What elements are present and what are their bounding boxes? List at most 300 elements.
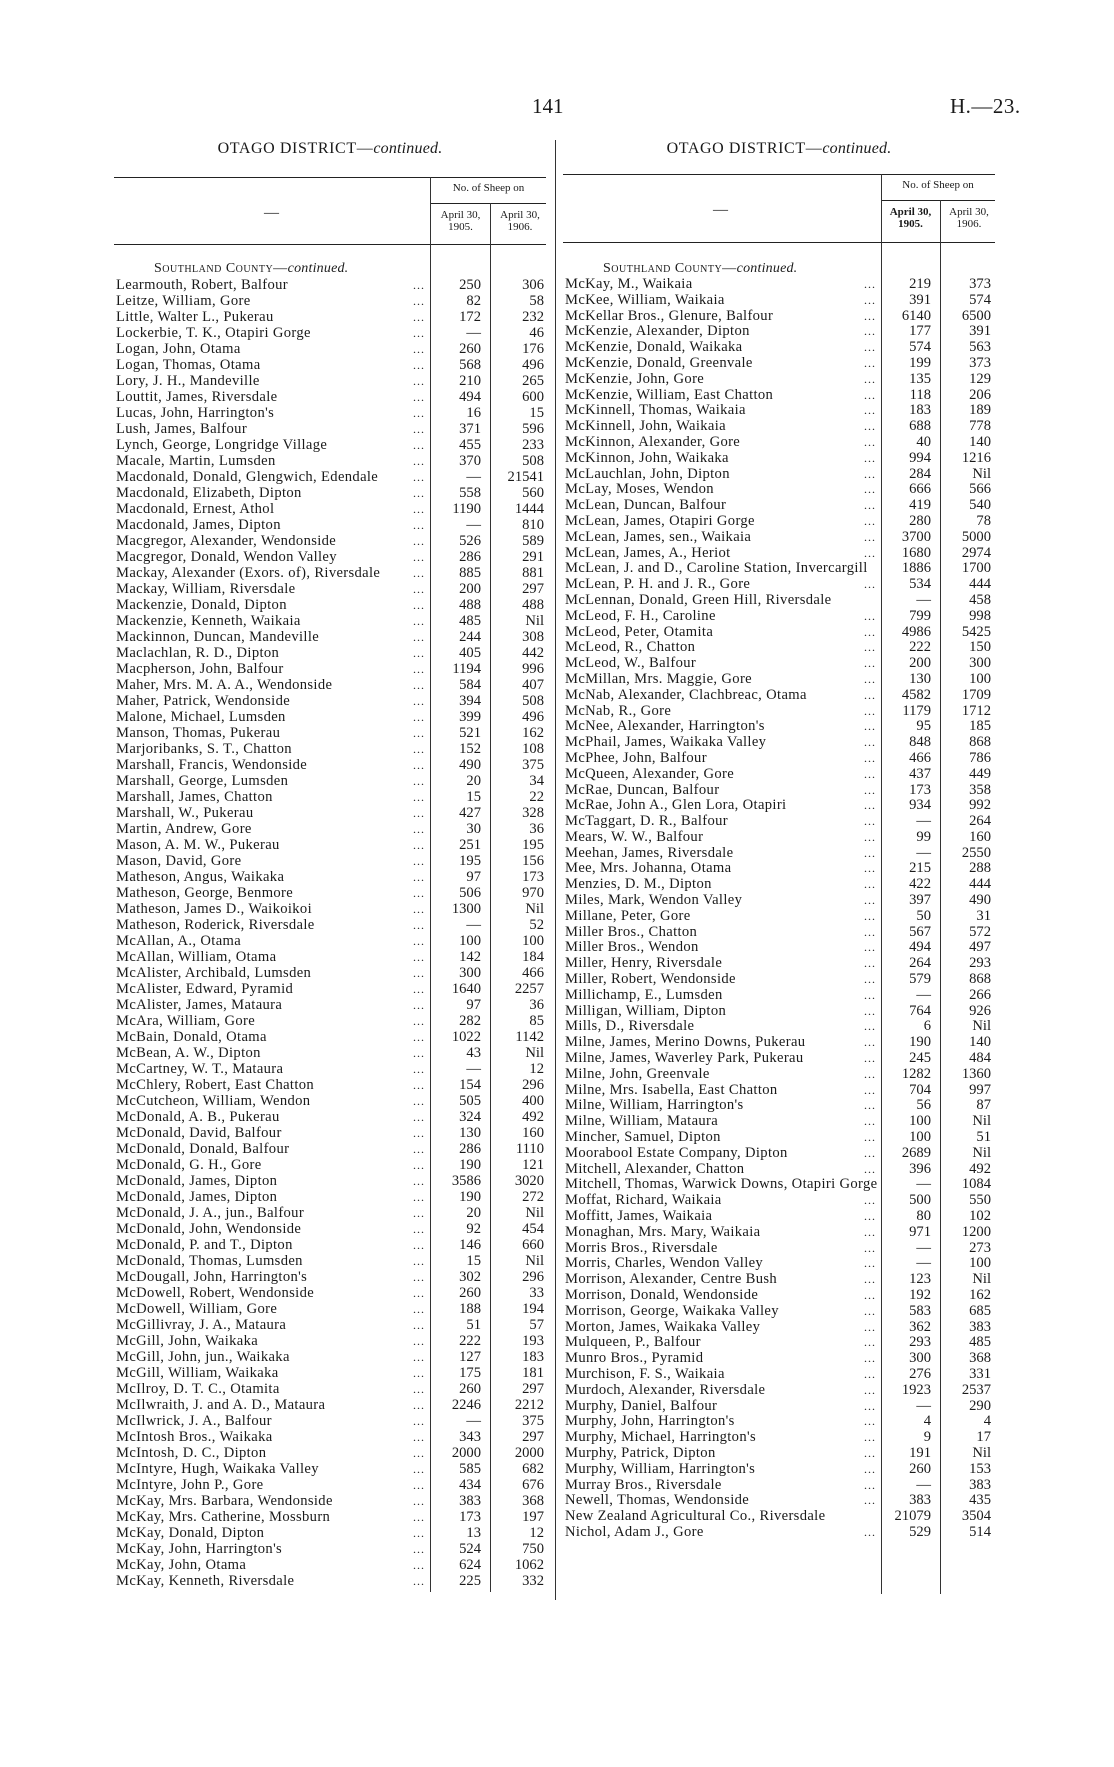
table-row	[116, 693, 548, 709]
owner-name: Mincher, Samuel, Dipton	[565, 1129, 721, 1146]
leader-dots: ...	[864, 750, 876, 765]
sheep-1906: 293	[969, 955, 991, 972]
owner-cell	[116, 1445, 430, 1461]
owner-name: Logan, Thomas, Otama	[116, 357, 261, 373]
owner-name: Mulqueen, P., Balfour	[565, 1334, 701, 1351]
table-row	[565, 419, 995, 435]
owner-name: McAlister, James, Mataura	[116, 997, 283, 1013]
table-row	[565, 1209, 995, 1225]
sheep-1906: 140	[969, 1034, 991, 1051]
sheep-1906: 12	[529, 1525, 544, 1541]
sheep-1905: 173	[459, 1509, 481, 1525]
table-row	[116, 1173, 548, 1189]
sheep-1906: 31	[976, 907, 991, 924]
sheep-1905: 434	[459, 1477, 481, 1493]
leader-dots: ...	[413, 1286, 425, 1300]
sheep-1906: 997	[969, 1081, 991, 1098]
sheep-1905: 971	[909, 1223, 931, 1240]
sheep-1905: 764	[909, 1002, 931, 1019]
sheep-1905: 583	[909, 1302, 931, 1319]
sheep-1905: —	[466, 517, 481, 533]
leader-dots: ...	[864, 355, 876, 370]
leader-dots: ...	[413, 1238, 425, 1252]
sheep-1905: 199	[909, 354, 931, 371]
sheep-1906: 140	[969, 433, 991, 450]
header-name-dash: —	[264, 205, 279, 221]
table-row	[116, 981, 548, 997]
owner-name: Mackay, William, Riversdale	[116, 581, 296, 597]
sheep-1906: 435	[969, 1492, 991, 1509]
leader-dots: ...	[413, 950, 425, 964]
table-row	[116, 853, 548, 869]
sheep-1905: 260	[459, 1285, 481, 1301]
sheep-1906: 492	[969, 1160, 991, 1177]
owner-name: Mills, D., Riversdale	[565, 1018, 695, 1035]
leader-dots: ...	[413, 790, 425, 804]
owner-name: McKay, John, Otama	[116, 1557, 247, 1573]
owner-cell	[565, 388, 881, 404]
leader-dots: ...	[864, 671, 876, 686]
sheep-1905: 383	[459, 1493, 481, 1509]
table-row	[565, 1098, 995, 1114]
owner-name: Macdonald, James, Dipton	[116, 517, 281, 533]
header-col-1906: April 30, 1906.	[500, 209, 540, 233]
table-row	[116, 1397, 548, 1413]
owner-cell	[116, 949, 430, 965]
owner-cell	[116, 1013, 430, 1029]
owner-name: McBean, A. W., Dipton	[116, 1045, 261, 1061]
sheep-1906: 1084	[961, 1176, 991, 1193]
sheep-1905: 534	[909, 576, 931, 593]
sheep-1905: 1300	[451, 901, 481, 917]
sheep-1905: 191	[909, 1444, 931, 1461]
owner-cell	[565, 688, 881, 704]
owner-cell	[116, 1333, 430, 1349]
leader-dots: ...	[413, 1510, 425, 1524]
table-row	[565, 309, 995, 325]
column-divider	[555, 140, 556, 1600]
sheep-1906: 970	[522, 885, 544, 901]
table-row	[116, 821, 548, 837]
owner-cell	[116, 741, 430, 757]
leader-dots: ...	[864, 1366, 876, 1381]
sheep-1906: 466	[522, 965, 544, 981]
owner-name: McGill, William, Waikaka	[116, 1365, 279, 1381]
leader-dots: ...	[413, 614, 425, 628]
owner-name: McIntyre, Hugh, Waikaka Valley	[116, 1461, 319, 1477]
sheep-1905: 245	[909, 1050, 931, 1067]
owner-name: McKay, Kenneth, Riversdale	[116, 1573, 295, 1589]
table-row	[565, 1430, 995, 1446]
table-row	[565, 1462, 995, 1478]
owner-cell	[565, 893, 881, 909]
owner-name: McIlwraith, J. and A. D., Mataura	[116, 1397, 326, 1413]
owner-name: McNab, Alexander, Clachbreac, Otama	[565, 686, 807, 703]
sheep-1905: 370	[459, 453, 481, 469]
sheep-1905: —	[916, 813, 931, 830]
owner-cell	[116, 1525, 430, 1541]
sheep-1906: 195	[522, 837, 544, 853]
owner-cell	[116, 469, 430, 485]
sheep-1905: 1886	[901, 560, 931, 577]
sheep-1905: 3586	[451, 1173, 481, 1189]
owner-name: Murphy, Patrick, Dipton	[565, 1444, 716, 1461]
leader-dots: ...	[864, 498, 876, 513]
owner-name: Macdonald, Ernest, Athol	[116, 501, 275, 517]
sheep-1906: 1110	[515, 1141, 544, 1157]
section-heading	[603, 261, 797, 277]
table-row	[565, 546, 995, 562]
sheep-1905: 485	[459, 613, 481, 629]
sheep-1905: 584	[459, 677, 481, 693]
owner-name: Macgregor, Alexander, Wendonside	[116, 533, 337, 549]
sheep-1905: 15	[466, 1253, 481, 1269]
owner-name: Maclachlan, R. D., Dipton	[116, 645, 280, 661]
leader-dots: ...	[413, 646, 425, 660]
leader-dots: ...	[864, 1272, 876, 1287]
owner-name: Morrison, Alexander, Centre Bush	[565, 1271, 778, 1288]
sheep-1905: 123	[909, 1271, 931, 1288]
leader-dots: ...	[864, 387, 876, 402]
leader-dots: ...	[864, 308, 876, 323]
leader-dots: ...	[413, 422, 425, 436]
owner-cell	[116, 725, 430, 741]
leader-dots: ...	[864, 340, 876, 355]
owner-cell	[565, 672, 881, 688]
owner-name: Mackenzie, Donald, Dipton	[116, 597, 287, 613]
owner-name: McAllan, William, Otama	[116, 949, 277, 965]
sheep-1906: 368	[522, 1493, 544, 1509]
sheep-1906: 21541	[507, 469, 544, 485]
sheep-1906: 676	[522, 1477, 544, 1493]
owner-name: Lucas, John, Harrington's	[116, 405, 275, 421]
leader-dots: ...	[413, 1542, 425, 1556]
sheep-1906: 264	[969, 813, 991, 830]
leader-dots: ...	[413, 454, 425, 468]
table-row	[116, 1349, 548, 1365]
owner-cell	[116, 1365, 430, 1381]
sheep-1906: 868	[969, 734, 991, 751]
owner-cell	[116, 533, 430, 549]
sheep-1906: 266	[969, 986, 991, 1003]
sheep-1906: Nil	[972, 465, 991, 482]
owner-cell	[565, 1083, 881, 1099]
owner-cell	[565, 1288, 881, 1304]
table-row	[116, 1285, 548, 1301]
sheep-1906: 57	[529, 1317, 544, 1333]
owner-cell	[116, 309, 430, 325]
sheep-1905: 1640	[451, 981, 481, 997]
owner-name: McKenzie, John, Gore	[565, 370, 705, 387]
leader-dots: ...	[864, 987, 876, 1002]
sheep-1905: 399	[459, 709, 481, 725]
leader-dots: ...	[413, 438, 425, 452]
leader-dots: ...	[413, 1030, 425, 1044]
section-continued: continued.	[287, 261, 349, 276]
owner-name: Morrison, George, Waikaka Valley	[565, 1302, 779, 1319]
sheep-1906: 189	[969, 402, 991, 419]
owner-name: Mason, David, Gore	[116, 853, 242, 869]
owner-name: Milligan, William, Dipton	[565, 1002, 727, 1019]
owner-name: McLennan, Donald, Green Hill, Riversdale	[565, 591, 832, 608]
sheep-1905: 200	[459, 581, 481, 597]
owner-name: Miles, Mark, Wendon Valley	[565, 892, 743, 909]
leader-dots: ...	[864, 861, 876, 876]
sheep-1905: 284	[909, 465, 931, 482]
owner-name: McDonald, G. H., Gore	[116, 1157, 262, 1173]
owner-cell	[116, 1509, 430, 1525]
owner-cell	[116, 1317, 430, 1333]
leader-dots: ...	[413, 1302, 425, 1316]
owner-cell	[565, 1383, 881, 1399]
owner-name: Little, Walter L., Pukerau	[116, 309, 274, 325]
table-row	[565, 1035, 995, 1051]
owner-cell	[116, 1045, 430, 1061]
table-row	[565, 940, 995, 956]
table-row	[116, 949, 548, 965]
sheep-1905: 40	[916, 433, 931, 450]
owner-cell	[565, 1177, 881, 1193]
owner-name: Logan, John, Otama	[116, 341, 241, 357]
owner-cell	[565, 1067, 881, 1083]
table-row	[565, 467, 995, 483]
table-row	[565, 988, 995, 1004]
sheep-1905: 300	[909, 1350, 931, 1367]
owner-name: Millichamp, E., Lumsden	[565, 986, 723, 1003]
owner-name: McBain, Donald, Otama	[116, 1029, 267, 1045]
owner-cell	[565, 277, 881, 293]
table-row	[116, 901, 548, 917]
right-title	[563, 140, 995, 158]
sheep-1906: Nil	[972, 1113, 991, 1130]
table-row	[565, 767, 995, 783]
sheep-1905: 2000	[451, 1445, 481, 1461]
sheep-1905: 152	[459, 741, 481, 757]
sheep-1906: 373	[969, 276, 991, 292]
owner-cell	[116, 1493, 430, 1509]
sheep-1906: 100	[969, 1255, 991, 1272]
leader-dots: ...	[413, 918, 425, 932]
sheep-1905: 264	[909, 955, 931, 972]
sheep-1905: —	[916, 1176, 931, 1193]
owner-cell	[116, 1397, 430, 1413]
owner-name: McKenzie, Alexander, Dipton	[565, 323, 750, 340]
sheep-1906: 34	[529, 773, 544, 789]
sheep-1905: 521	[459, 725, 481, 741]
table-row	[116, 1157, 548, 1173]
sheep-1905: 282	[459, 1013, 481, 1029]
table-row	[565, 1288, 995, 1304]
sheep-1906: 85	[529, 1013, 544, 1029]
table-row	[565, 1162, 995, 1178]
table-row	[565, 640, 995, 656]
sheep-1905: 3700	[901, 528, 931, 545]
table-row	[565, 561, 995, 577]
owner-cell	[565, 530, 881, 546]
row-list	[116, 277, 548, 1589]
owner-name: McLeod, W., Balfour	[565, 655, 697, 672]
owner-name: Murchison, F. S., Waikaia	[565, 1365, 725, 1382]
owner-cell	[116, 645, 430, 661]
owner-name: Mee, Mrs. Johanna, Otama	[565, 860, 732, 877]
owner-cell	[116, 981, 430, 997]
leader-dots: ...	[413, 806, 425, 820]
leader-dots: ...	[864, 1209, 876, 1224]
owner-name: Mears, W. W., Balfour	[565, 828, 704, 845]
table-row	[116, 309, 548, 325]
owner-name: Morris, Charles, Wendon Valley	[565, 1255, 764, 1272]
table-row	[565, 956, 995, 972]
sheep-1905: 558	[459, 485, 481, 501]
owner-name: Matheson, Roderick, Riversdale	[116, 917, 315, 933]
sheep-1906: 1709	[961, 686, 991, 703]
owner-name: Milne, Mrs. Isabella, East Chatton	[565, 1081, 778, 1098]
owner-cell	[565, 482, 881, 498]
sheep-1906: 78	[976, 512, 991, 529]
leader-dots: ...	[864, 434, 876, 449]
owner-name: McIlwrick, J. A., Balfour	[116, 1413, 272, 1429]
leader-dots: ...	[413, 1318, 425, 1332]
sheep-1906: 375	[522, 757, 544, 773]
sheep-1905: 20	[466, 773, 481, 789]
sheep-1905: 280	[909, 512, 931, 529]
table-row	[116, 885, 548, 901]
sheep-1905: —	[466, 325, 481, 341]
table-row	[116, 485, 548, 501]
table-row	[565, 861, 995, 877]
table-row	[565, 1130, 995, 1146]
sheep-1905: 95	[916, 718, 931, 735]
table-row	[565, 1525, 995, 1541]
owner-cell	[116, 1269, 430, 1285]
owner-cell	[565, 735, 881, 751]
table-row	[565, 324, 995, 340]
sheep-1905: 1680	[901, 544, 931, 561]
leader-dots: ...	[413, 582, 425, 596]
sheep-1906: 181	[522, 1365, 544, 1381]
table-row	[565, 893, 995, 909]
sheep-1905: 567	[909, 923, 931, 940]
owner-name: Macgregor, Donald, Wendon Valley	[116, 549, 337, 565]
owner-name: Morton, James, Waikaka Valley	[565, 1318, 761, 1335]
owner-cell	[116, 581, 430, 597]
sheep-1906: 36	[529, 997, 544, 1013]
leader-dots: ...	[413, 1366, 425, 1380]
table-row	[565, 1067, 995, 1083]
leader-dots: ...	[864, 640, 876, 655]
sheep-1906: 150	[969, 639, 991, 656]
owner-name: Marshall, James, Chatton	[116, 789, 273, 805]
sheep-1905: 244	[459, 629, 481, 645]
sheep-1906: 400	[522, 1093, 544, 1109]
leader-dots: ...	[864, 1524, 876, 1539]
owner-cell	[116, 1221, 430, 1237]
table-row	[116, 1429, 548, 1445]
table-row	[565, 1177, 995, 1193]
owner-name: Murphy, Daniel, Balfour	[565, 1397, 718, 1414]
owner-name: Manson, Thomas, Pukerau	[116, 725, 281, 741]
leader-dots: ...	[864, 687, 876, 702]
leader-dots: ...	[864, 814, 876, 829]
owner-cell	[565, 846, 881, 862]
table-row	[565, 498, 995, 514]
sheep-1906: Nil	[972, 1018, 991, 1035]
sheep-1905: 175	[459, 1365, 481, 1381]
leader-dots: ...	[413, 310, 425, 324]
sheep-1905: 188	[459, 1301, 481, 1317]
owner-cell	[116, 437, 430, 453]
table-row	[116, 1189, 548, 1205]
sheep-1906: 193	[522, 1333, 544, 1349]
sheep-1905: 260	[459, 1381, 481, 1397]
sheep-1906: 492	[522, 1109, 544, 1125]
leader-dots: ...	[413, 1398, 425, 1412]
owner-cell	[116, 1189, 430, 1205]
owner-name: Milne, William, Mataura	[565, 1113, 719, 1130]
leader-dots: ...	[864, 1493, 876, 1508]
leader-dots: ...	[864, 1019, 876, 1034]
owner-cell	[565, 1051, 881, 1067]
sheep-1905: 130	[909, 670, 931, 687]
table-row	[565, 1019, 995, 1035]
owner-name: Matheson, George, Benmore	[116, 885, 294, 901]
owner-cell	[116, 1477, 430, 1493]
sheep-1905: 30	[466, 821, 481, 837]
sheep-1905: 251	[459, 837, 481, 853]
sheep-1906: 572	[969, 923, 991, 940]
owner-cell	[116, 837, 430, 853]
leader-dots: ...	[864, 403, 876, 418]
leader-dots: ...	[864, 1082, 876, 1097]
sheep-1905: 50	[916, 907, 931, 924]
table-row	[565, 688, 995, 704]
table-row	[565, 925, 995, 941]
owner-name: Monaghan, Mrs. Mary, Waikaia	[565, 1223, 761, 1240]
sheep-1905: 391	[909, 291, 931, 308]
table-row	[116, 357, 548, 373]
document-reference: H.—23.	[950, 94, 1021, 118]
owner-name: Louttit, James, Riversdale	[116, 389, 278, 405]
table-row	[116, 1125, 548, 1141]
owner-cell	[116, 597, 430, 613]
table-row	[565, 356, 995, 372]
owner-name: McLean, Duncan, Balfour	[565, 497, 727, 514]
owner-name: McGill, John, Waikaka	[116, 1333, 259, 1349]
sheep-1906: 58	[529, 293, 544, 309]
page-number: 141	[532, 94, 564, 118]
sheep-1906: Nil	[525, 1045, 544, 1061]
sheep-1905: 6140	[901, 307, 931, 324]
owner-name: McMillan, Mrs. Maggie, Gore	[565, 670, 752, 687]
owner-cell	[565, 1209, 881, 1225]
leader-dots: ...	[864, 1066, 876, 1081]
leader-dots: ...	[413, 518, 425, 532]
table-row	[565, 1446, 995, 1462]
table-row	[565, 1383, 995, 1399]
table-row	[565, 1399, 995, 1415]
sheep-1906: 156	[522, 853, 544, 869]
owner-name: Macpherson, John, Balfour	[116, 661, 284, 677]
leader-dots: ...	[864, 513, 876, 528]
sheep-1905: 362	[909, 1318, 931, 1335]
sheep-1906: 488	[522, 597, 544, 613]
owner-name: McAlister, Archibald, Lumsden	[116, 965, 312, 981]
owner-name: Malone, Michael, Lumsden	[116, 709, 286, 725]
leader-dots: ...	[864, 482, 876, 497]
table-row	[565, 1335, 995, 1351]
sheep-1906: 992	[969, 797, 991, 814]
table-row	[116, 805, 548, 821]
